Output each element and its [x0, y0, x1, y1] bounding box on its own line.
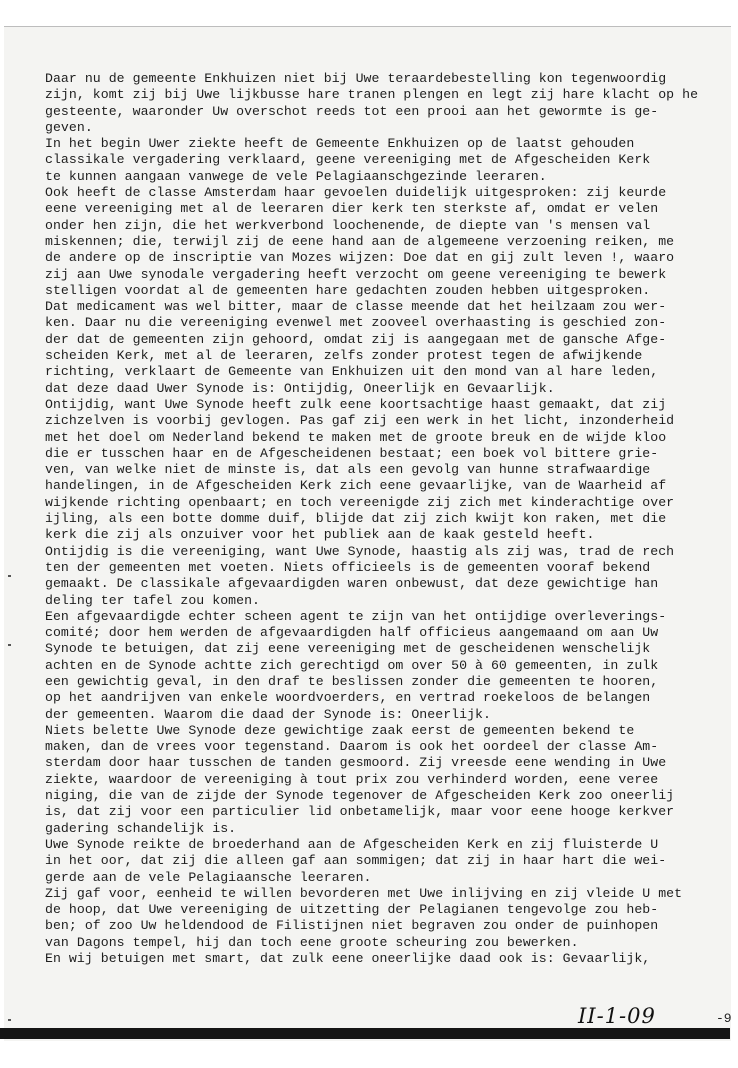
text-line: comité; door hem werden de afgevaardigden half officieus aangemaand om aan Uw: [45, 625, 659, 641]
text-line: in het oor, dat zij die alleen gaf aan sommigen; dat zij in haar hart die wei-: [45, 853, 667, 869]
paragraph: [45, 951, 729, 967]
text-line: de hoop, dat Uwe vereeniging de uitzetting der Pelagianen tengevolge zou heb-: [45, 902, 659, 918]
text-line: zijn, komt zij bij Uwe lijkbusse hare tranen plengen en legt zij hare klacht op he: [45, 87, 699, 103]
text-line: te kunnen aangaan vanwege de vele Pelagiaanschgezinde leeraren.: [45, 168, 547, 184]
text-line: handelingen, in de Afgescheiden Kerk zich eene gevaarlijke, van de Waarheid af: [45, 478, 667, 494]
paragraph: [45, 723, 729, 837]
text-line: Uwe Synode reikte de broederhand aan de Afgescheiden Kerk en zij fluisterde U: [45, 836, 659, 852]
paragraph: [45, 544, 729, 609]
text-line: maken, dan de vrees voor tegenstand. Daarom is ook het oordeel der classe Am-: [45, 739, 659, 755]
text-line: gesteente, waaronder Uw overschot reeds tot een prooi aan het gewormte is ge-: [45, 103, 659, 119]
text-line: Ontijdig, want Uwe Synode heeft zulk eene koortsachtige haast gemaakt, dat zij: [45, 396, 667, 412]
paragraph: [45, 609, 729, 723]
margin-mark: [8, 644, 11, 646]
text-line: met het doel om Nederland bekend te maken met de groote breuk en de wijde kloo: [45, 429, 667, 445]
text-line: Ook heeft de classe Amsterdam haar gevoelen duidelijk uitgesproken: zij keurde: [45, 185, 667, 201]
text-line: onder hen zijn, die het werkverbond loochenende, de diepte van 's mensen val: [45, 217, 651, 233]
text-line: der dat de gemeenten zijn gehoord, omdat zij is aangegaan met de gansche Afge-: [45, 331, 667, 347]
text-line: Ontijdig is die vereeniging, want Uwe Synode, haastig als zij was, trad de rech: [45, 543, 675, 559]
text-line: geven.: [45, 119, 93, 135]
text-line: Zij gaf voor, eenheid te willen bevorderen met Uwe inlijving en zij vleide U met: [45, 885, 683, 901]
paragraph: [45, 185, 729, 299]
text-line: een gewichtig geval, in den draf te beslissen zonder die gemeenten te hooren,: [45, 673, 659, 689]
text-line: op het aandrijven van enkele woordvoerders, en vertrad roekeloos de belangen: [45, 690, 651, 706]
paragraph: [45, 71, 729, 136]
text-line: En wij betuigen met smart, dat zulk eene oneerlijke daad ook is: Gevaarlijk,: [45, 951, 651, 967]
text-line: dat deze daad Uwer Synode is: Ontijdig, Oneerlijk en Gevaarlijk.: [45, 380, 555, 396]
text-line: zichzelven is voorbij gevlogen. Pas gaf zij een werk in het licht, inzonderheid: [45, 413, 675, 429]
text-line: classikale vergadering verklaard, geene vereeniging met de Afgescheiden Kerk: [45, 152, 651, 168]
text-line: van Dagons tempel, hij dan toch eene groote scheuring zou bewerken.: [45, 934, 579, 950]
text-line: wijkende richting openbaart; en toch vereenigde zij zich met kinderachtige over: [45, 494, 675, 510]
text-line: Synode te betuigen, dat zij eene vereeniging met de gescheidenen wenschelijk: [45, 641, 651, 657]
margin-mark: [8, 575, 11, 577]
text-line: deling ter tafel zou komen.: [45, 592, 261, 608]
text-line: is, dat zij voor een particulier lid onbetamelijk, maar voor eene hooge kerkver: [45, 804, 675, 820]
text-line: Een afgevaardigde echter scheen agent te zijn van het ontijdige overleverings-: [45, 608, 667, 624]
text-line: ven, van welke niet de minste is, dat als een gevolg van hunne strafwaardige: [45, 462, 651, 478]
text-line: Daar nu de gemeente Enkhuizen niet bij Uwe teraardebestelling kon tegenwoordig: [45, 71, 667, 86]
handwritten-archive-note: II-1-09: [578, 1004, 656, 1028]
text-line: de andere op de inscriptie van Mozes wijzen: Doe dat en gij zult leven !, waaro: [45, 250, 675, 266]
text-line: zij aan Uwe synodale vergadering heeft verzocht om geene vereeniging te bewerk: [45, 266, 667, 282]
text-line: sterdam door haar tusschen de tanden gesmoord. Zij vreesde eene wending in Uwe: [45, 755, 667, 771]
text-line: gadering schandelijk is.: [45, 820, 237, 836]
paragraph: [45, 397, 729, 544]
text-line: gemaakt. De classikale afgevaardigden waren onbewust, dat deze gewichtige han: [45, 576, 659, 592]
text-line: die er tusschen haar en de Afgescheidenen bestaat; een boek vol bittere grie-: [45, 445, 659, 461]
text-line: achten en de Synode achtte zich gerechtigd om over 50 à 60 gemeenten, in zulk: [45, 657, 659, 673]
scan-bottom-edge: [0, 1028, 730, 1039]
text-line: richting, verklaart de Gemeente van Enkhuizen uit den mond van al hare leden,: [45, 364, 659, 380]
text-line: miskennen; die, terwijl zij de eene hand aan de algemeene verzoening reiken, me: [45, 233, 675, 249]
document-page: [4, 26, 731, 1041]
paragraph: [45, 837, 729, 886]
text-line: eene vereeniging met al de leeraren dier kerk ten sterkste af, omdat er velen: [45, 201, 659, 217]
text-line: scheiden Kerk, met al de leeraren, zelfs zonder protest tegen de afwijkende: [45, 348, 643, 364]
text-line: In het begin Uwer ziekte heeft de Gemeente Enkhuizen op de laatst gehouden: [45, 136, 635, 152]
text-line: kerk die zij als onzuiver voor het publiek aan de kaak gesteld heeft.: [45, 527, 595, 543]
paragraph: [45, 136, 729, 185]
text-line: niging, die van de zijde der Synode tegenover de Afgescheiden Kerk zoo oneerlij: [45, 788, 675, 804]
text-line: Niets belette Uwe Synode deze gewichtige zaak eerst de gemeenten bekend te: [45, 722, 635, 738]
text-line: ken. Daar nu die vereeniging evenwel met zooveel overhaasting is geschied zon-: [45, 315, 667, 331]
text-line: stelligen voordat al de gemeenten hare gedachten zouden hebben uitgesproken.: [45, 282, 651, 298]
text-line: Dat medicament was wel bitter, maar de classe meende dat het heilzaam zou wer-: [45, 299, 667, 315]
paragraph: [45, 886, 729, 951]
text-line: gerde aan de vele Pelagiaansche leeraren.: [45, 869, 372, 885]
page-number: -9: [716, 1011, 732, 1026]
paragraph: [45, 299, 729, 397]
margin-mark: [8, 1019, 11, 1021]
text-line: ten der gemeenten met voeten. Niets officieels is de gemeenten vooraf bekend: [45, 559, 651, 575]
text-line: der gemeenten. Waarom die daad der Synode is: Oneerlijk.: [45, 706, 491, 722]
text-line: ziekte, waardoor de vereeniging à tout prix zou verhinderd worden, eene veree: [45, 771, 659, 787]
typewritten-text-body: [45, 71, 729, 967]
text-line: ben; of zoo Uw heldendood de Filistijnen niet begraven zou onder de puinhopen: [45, 918, 659, 934]
text-line: ijling, als een botte domme duif, blijde dat zij zich kwijt kon raken, met die: [45, 511, 667, 527]
